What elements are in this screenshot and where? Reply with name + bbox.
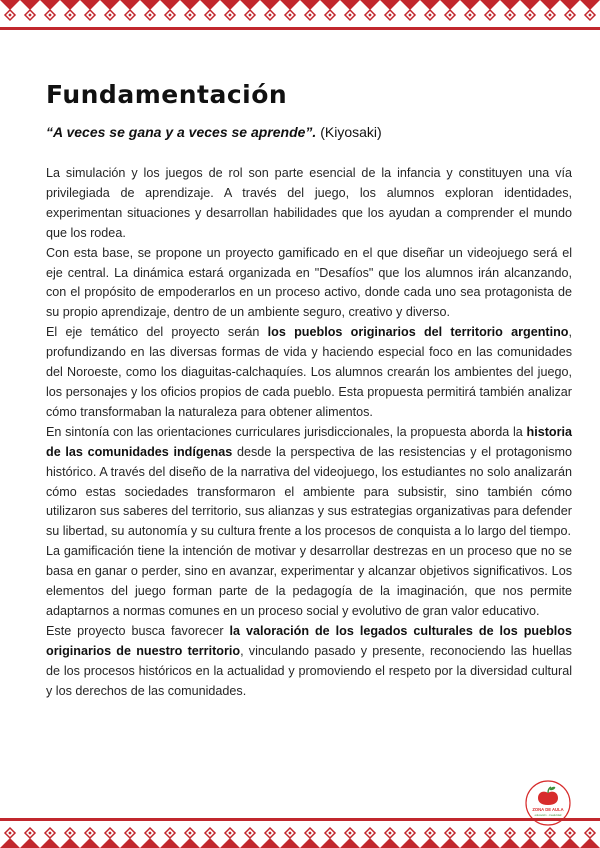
border-triangle xyxy=(320,838,340,848)
border-triangle xyxy=(60,838,80,848)
border-triangle xyxy=(440,838,460,848)
border-triangle xyxy=(420,838,440,848)
epigraph-quote xyxy=(46,124,382,140)
border-triangle xyxy=(20,0,40,10)
border-triangle xyxy=(260,0,280,10)
border-triangle xyxy=(240,838,260,848)
border-triangle xyxy=(180,0,200,10)
quote-text: “A veces se gana y a veces se aprende”. xyxy=(46,124,317,140)
border-triangle xyxy=(540,838,560,848)
border-triangle xyxy=(480,0,500,10)
border-triangle xyxy=(140,838,160,848)
border-dot xyxy=(589,14,592,17)
border-dot xyxy=(309,832,312,835)
paragraph-5 xyxy=(46,542,572,622)
border-triangle xyxy=(380,0,400,10)
border-dot xyxy=(349,14,352,17)
border-dot xyxy=(369,832,372,835)
border-triangle xyxy=(180,838,200,848)
border-dot xyxy=(149,14,152,17)
quote-author: (Kiyosaki) xyxy=(320,124,382,140)
border-dot xyxy=(169,832,172,835)
border-dot xyxy=(269,832,272,835)
border-triangle xyxy=(120,838,140,848)
border-dot xyxy=(9,14,12,17)
border-dot xyxy=(429,832,432,835)
border-dot xyxy=(189,14,192,17)
paragraph-text: En sintonía con las orientaciones curriculares jurisdiccionales, la propuesta aborda la xyxy=(46,424,527,439)
border-dot xyxy=(249,14,252,17)
border-triangle xyxy=(160,838,180,848)
border-dot xyxy=(189,832,192,835)
border-dot xyxy=(49,832,52,835)
border-triangle xyxy=(540,0,560,10)
border-dot xyxy=(269,14,272,17)
border-dot xyxy=(429,14,432,17)
border-dot xyxy=(9,832,12,835)
border-triangle xyxy=(240,0,260,10)
border-dot xyxy=(489,832,492,835)
decorative-border-bottom xyxy=(0,818,600,848)
border-triangle xyxy=(40,838,60,848)
emphasis-text: los pueblos originarios del territorio argentino xyxy=(267,325,569,340)
border-triangle xyxy=(340,0,360,10)
emphasis-text: la valoración de los legados culturales de los pueblos originarios de nuestro territorio xyxy=(46,623,572,658)
border-triangle xyxy=(80,838,100,848)
paragraph-6 xyxy=(46,622,572,702)
border-dot xyxy=(489,14,492,17)
border-dot xyxy=(229,14,232,17)
border-triangle xyxy=(220,0,240,10)
border-dot xyxy=(129,832,132,835)
border-triangle xyxy=(460,0,480,10)
border-triangle xyxy=(400,0,420,10)
border-triangle xyxy=(360,838,380,848)
border-line xyxy=(0,818,600,821)
border-triangle xyxy=(500,0,520,10)
border-triangle xyxy=(140,0,160,10)
border-triangle xyxy=(280,838,300,848)
paragraph-text: El eje temático del proyecto serán xyxy=(46,325,268,340)
border-dot xyxy=(469,832,472,835)
border-dot xyxy=(149,832,152,835)
paragraph-text: , vinculando pasado y presente, reconociendo las huellas de los procesos históricos en la actualidad y promoviendo el respeto por la diversidad cultural y los derechos de las comunidades. xyxy=(46,643,572,698)
border-triangle xyxy=(360,0,380,10)
paragraph-3 xyxy=(46,323,572,423)
border-triangle xyxy=(100,838,120,848)
border-dot xyxy=(229,832,232,835)
decorative-border-top xyxy=(0,0,600,30)
border-dot xyxy=(549,14,552,17)
border-dot xyxy=(209,14,212,17)
paragraph-2 xyxy=(46,244,572,324)
border-dot xyxy=(109,832,112,835)
border-triangle xyxy=(280,0,300,10)
paragraph-4 xyxy=(46,423,572,542)
border-triangle xyxy=(500,838,520,848)
border-dot xyxy=(209,832,212,835)
page-title: Fundamentación xyxy=(46,80,288,109)
border-triangle xyxy=(420,0,440,10)
border-dot xyxy=(509,832,512,835)
border-triangle xyxy=(220,838,240,848)
border-dot xyxy=(369,14,372,17)
border-triangle xyxy=(260,838,280,848)
border-triangle xyxy=(300,838,320,848)
border-dot xyxy=(449,832,452,835)
paragraph-text: desde la perspectiva de las resistencias y el protagonismo histórico. A través del diseño de la narrativa del videojuego, los estudiantes no solo analizarán cómo estas sociedades transformaron el ambiente para subsistir, sino también cómo utilizaron sus saberes del territorio, sus alianzas y sus estrategias organizativas para defender su libertad, su autonomía y su cultura frente a los procesos de conquista a lo largo del tiempo. xyxy=(46,444,572,539)
border-dot xyxy=(389,14,392,17)
border-dot xyxy=(409,832,412,835)
border-dot xyxy=(329,832,332,835)
border-dot xyxy=(569,832,572,835)
border-triangle xyxy=(200,0,220,10)
border-triangle xyxy=(100,0,120,10)
border-triangle xyxy=(440,0,460,10)
border-triangle xyxy=(0,0,20,10)
paragraph-text: La simulación y los juegos de rol son parte esencial de la infancia y constituyen una vía privilegiada de aprendizaje. A través del juego, los alumnos exploran identidades, experimentan situaciones y desarrollan habilidades que los ayudan a comprender el mundo que los rodea. xyxy=(46,166,572,240)
border-triangle xyxy=(80,0,100,10)
border-dot xyxy=(549,832,552,835)
border-dot xyxy=(89,832,92,835)
border-triangle xyxy=(40,0,60,10)
border-dot xyxy=(289,832,292,835)
border-dot xyxy=(69,14,72,17)
border-dot xyxy=(309,14,312,17)
border-triangle xyxy=(0,838,20,848)
paragraph-text: Este proyecto busca favorecer xyxy=(46,623,230,638)
border-triangle xyxy=(200,838,220,848)
border-dot xyxy=(29,14,32,17)
border-triangle xyxy=(580,838,600,848)
border-dot xyxy=(529,832,532,835)
border-dot xyxy=(289,14,292,17)
border-dot xyxy=(569,14,572,17)
border-dot xyxy=(89,14,92,17)
border-dot xyxy=(449,14,452,17)
border-dot xyxy=(129,14,132,17)
border-triangle xyxy=(300,0,320,10)
border-dot xyxy=(349,832,352,835)
border-triangle xyxy=(20,838,40,848)
emphasis-text: historia de las comunidades indígenas xyxy=(46,424,572,459)
border-triangle xyxy=(480,838,500,848)
border-dot xyxy=(329,14,332,17)
body-text xyxy=(46,164,572,701)
border-dot xyxy=(509,14,512,17)
border-dot xyxy=(29,832,32,835)
border-dot xyxy=(109,14,112,17)
border-dot xyxy=(169,14,172,17)
paragraph-text: Con esta base, se propone un proyecto gamificado en el que diseñar un videojuego será el eje central. La dinámica estará organizada en "Desafíos" que los alumnos irán alcanzando, con el propósito de empoderarlos en un proceso activo, donde cada uno sea protagonista de su propio aprendizaje, dentro de un ambiente seguro, creativo y diverso. xyxy=(46,245,572,320)
border-dot xyxy=(529,14,532,17)
border-triangle xyxy=(340,838,360,848)
border-triangle xyxy=(160,0,180,10)
border-dot xyxy=(589,832,592,835)
paragraph-text: , profundizando en las diversas formas de vida y haciendo especial foco en las comunidades del Noroeste, como los diaguitas-calchaquíes. Los alumnos crearán los ambientes del juego, los personajes y los oficios propios de cada pueblo. Esta propuesta permitirá también analizar cómo transformaban la naturaleza para obtener alimentos. xyxy=(46,325,572,419)
border-line xyxy=(0,27,600,30)
logo-name: ZONA DE AULA xyxy=(532,807,564,812)
border-triangle xyxy=(460,838,480,848)
border-dot xyxy=(389,832,392,835)
border-triangle xyxy=(60,0,80,10)
paragraph-1 xyxy=(46,164,572,244)
border-triangle xyxy=(120,0,140,10)
border-triangle xyxy=(520,838,540,848)
border-triangle xyxy=(380,838,400,848)
border-triangle xyxy=(320,0,340,10)
logo-tagline: educación · creatividad xyxy=(534,814,562,817)
border-dot xyxy=(469,14,472,17)
border-dot xyxy=(69,832,72,835)
border-dot xyxy=(409,14,412,17)
border-triangle xyxy=(400,838,420,848)
border-triangle xyxy=(580,0,600,10)
paragraph-text: La gamificación tiene la intención de motivar y desarrollar destrezas en un proceso que no se basa en ganar o perder, sino en avanzar, experimentar y alcanzar objetivos significativos. Los elementos del juego forman parte de la pedagogía de la imaginación, que nos permite adaptarnos a normas comunes en un proceso social y evolutivo de gran valor educativo. xyxy=(46,544,572,618)
border-dot xyxy=(249,832,252,835)
border-triangle xyxy=(560,0,580,10)
border-dot xyxy=(49,14,52,17)
border-triangle xyxy=(520,0,540,10)
border-triangle xyxy=(560,838,580,848)
